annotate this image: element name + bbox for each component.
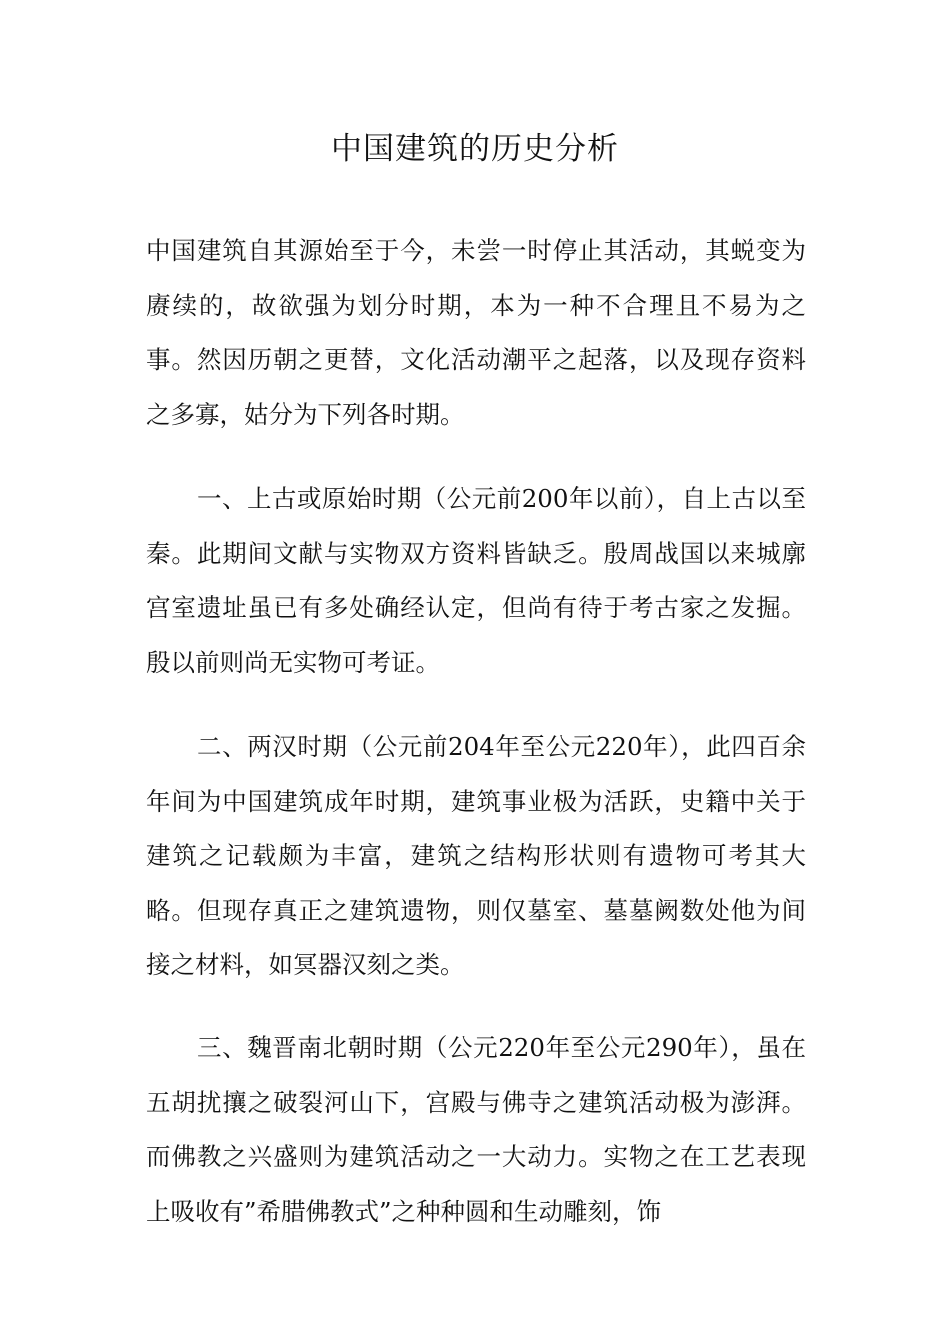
- paragraph-period-2: 二、两汉时期（公元前204年至公元220年），此四百余年间为中国建筑成年时期，建筑事业极为活跃，史籍中关于建筑之记载颇为丰富，建筑之结构形状则有遗物可考其大略。但现存真正之建筑遗物，则仅墓室、墓墓阙数处他为间接之材料，如冥器汉刻之类。: [146, 732, 806, 979]
- paragraph-period-1: 一、上古或原始时期（公元前200年以前），自上古以至秦。此期间文献与实物双方资料皆缺乏。殷周战国以来城廓宫室遗址虽已有多处确经认定，但尚有待于考古家之发掘。殷以前则尚无实物可考证。: [146, 484, 806, 677]
- document-title: 中国建筑的历史分析: [331, 131, 619, 167]
- paragraph-period-3: 三、魏晋南北朝时期（公元220年至公元290年），虽在五胡扰攘之破裂河山下，宫殿与佛寺之建筑活动极为澎湃。而佛教之兴盛则为建筑活动之一大动力。实物之在工艺表现上吸收有”希腊佛教式”之种种圆和生动雕刻，饰: [146, 1033, 806, 1226]
- paragraph-intro: 中国建筑自其源始至于今，未尝一时停止其活动，其蜕变为赓续的，故欲强为划分时期，本为一种不合理且不易为之事。然因历朝之更替，文化活动潮平之起落，以及现存资料之多寡，姑分为下列各时期。: [146, 236, 806, 429]
